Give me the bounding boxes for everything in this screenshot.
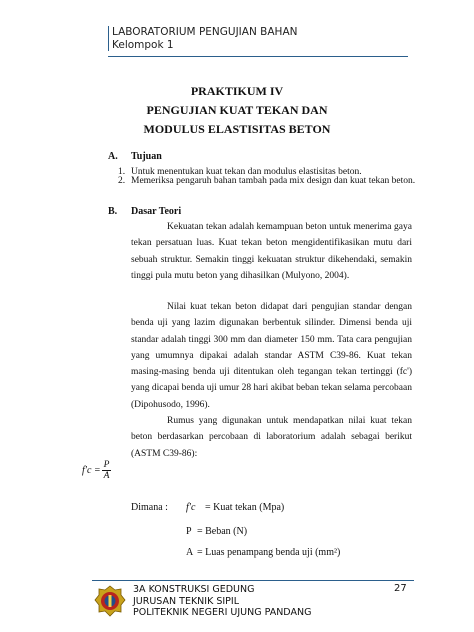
definitions-intro: Dimana : — [131, 502, 168, 513]
header-group: Kelompok 1 — [112, 38, 174, 51]
page-header — [108, 26, 412, 51]
theory-paragraph-2 — [131, 299, 412, 413]
header-lab-name: LABORATORIUM PENGUJIAN BAHAN — [112, 26, 298, 38]
footer-institution — [133, 584, 311, 619]
section-a-title: Tujuan — [131, 151, 162, 162]
footer-rule — [92, 580, 414, 581]
definition-text: = Luas penampang benda uji (mm²) — [197, 547, 341, 558]
section-a-heading — [108, 151, 162, 162]
definition-symbol: f′c — [186, 502, 196, 513]
document-title-line2: MODULUS ELASTISITAS BETON — [143, 122, 331, 136]
formula-numerator: P — [103, 460, 110, 470]
formula-fraction — [102, 460, 112, 481]
definition-symbol: A — [186, 547, 194, 558]
section-a-letter: A. — [108, 151, 118, 162]
document-title-line1: PENGUJIAN KUAT TEKAN DAN — [146, 103, 328, 117]
footer-department: JURUSAN TEKNIK SIPIL — [133, 595, 239, 607]
compressive-strength-formula — [82, 460, 111, 481]
list-item-number: 2. — [118, 176, 126, 186]
definition-symbol: P — [186, 526, 192, 537]
theory-paragraph-3 — [131, 413, 412, 462]
footer-institution-name: POLITEKNIK NEGERI UJUNG PANDANG — [133, 607, 312, 618]
theory-paragraph-1 — [131, 219, 412, 284]
page-number: 27 — [394, 583, 407, 594]
list-item-number: 1. — [118, 167, 126, 177]
header-rule — [108, 56, 408, 57]
definition-text: = Kuat tekan (Mpa) — [205, 502, 285, 513]
footer-class: 3A KONSTRUKSI GEDUNG — [133, 584, 255, 595]
list-item-text: Untuk menentukan kuat tekan dan modulus elastisitas beton. — [131, 167, 362, 177]
section-b-letter: B. — [108, 206, 118, 217]
section-b-title: Dasar Teori — [131, 206, 182, 217]
formula-lhs: f′c = — [82, 464, 101, 476]
practicum-title: PRAKTIKUM IV — [190, 84, 284, 98]
paragraph-text: Kekuatan tekan adalah kemampuan beton untuk menerima gaya tekan persatuan luas. Kuat tekan beton mengidentifikasikan mutu dari sebuah struktur. Semakin tinggi kekuatan struktur dikehendaki, semakin tinggi pula mutu beton yang dihasilkan (Mulyono, 2004). — [131, 222, 412, 281]
section-b-heading — [108, 206, 181, 217]
paragraph-text: Nilai kuat tekan beton didapat dari pengujian standar dengan benda uji yang lazim digunakan berbentuk silinder. Dimensi benda uji standar adalah tinggi 300 mm dan diameter 150 mm. Tata cara pengujian yang umumnya dipakai adalah standar ASTM C39-86. Kuat tekan masing-masing benda uji ditentukan oleh tegangan tekan tertinggi (fc') yang dicapai benda uji umur 28 hari akibat beban tekan selama percobaan (Dipohusodo, 1996). — [131, 302, 412, 410]
paragraph-text: Rumus yang digunakan untuk mendapatkan nilai kuat tekan beton berdasarkan percobaan di laboratorium adalah sebagai berikut (ASTM C39-86): — [131, 416, 412, 459]
definition-text: = Beban (N) — [197, 526, 248, 537]
formula-denominator: A — [103, 471, 110, 481]
polytechnic-logo-icon — [93, 584, 127, 618]
list-item-text: Memeriksa pengaruh bahan tambah pada mix design dan kuat tekan beton. — [131, 176, 416, 186]
